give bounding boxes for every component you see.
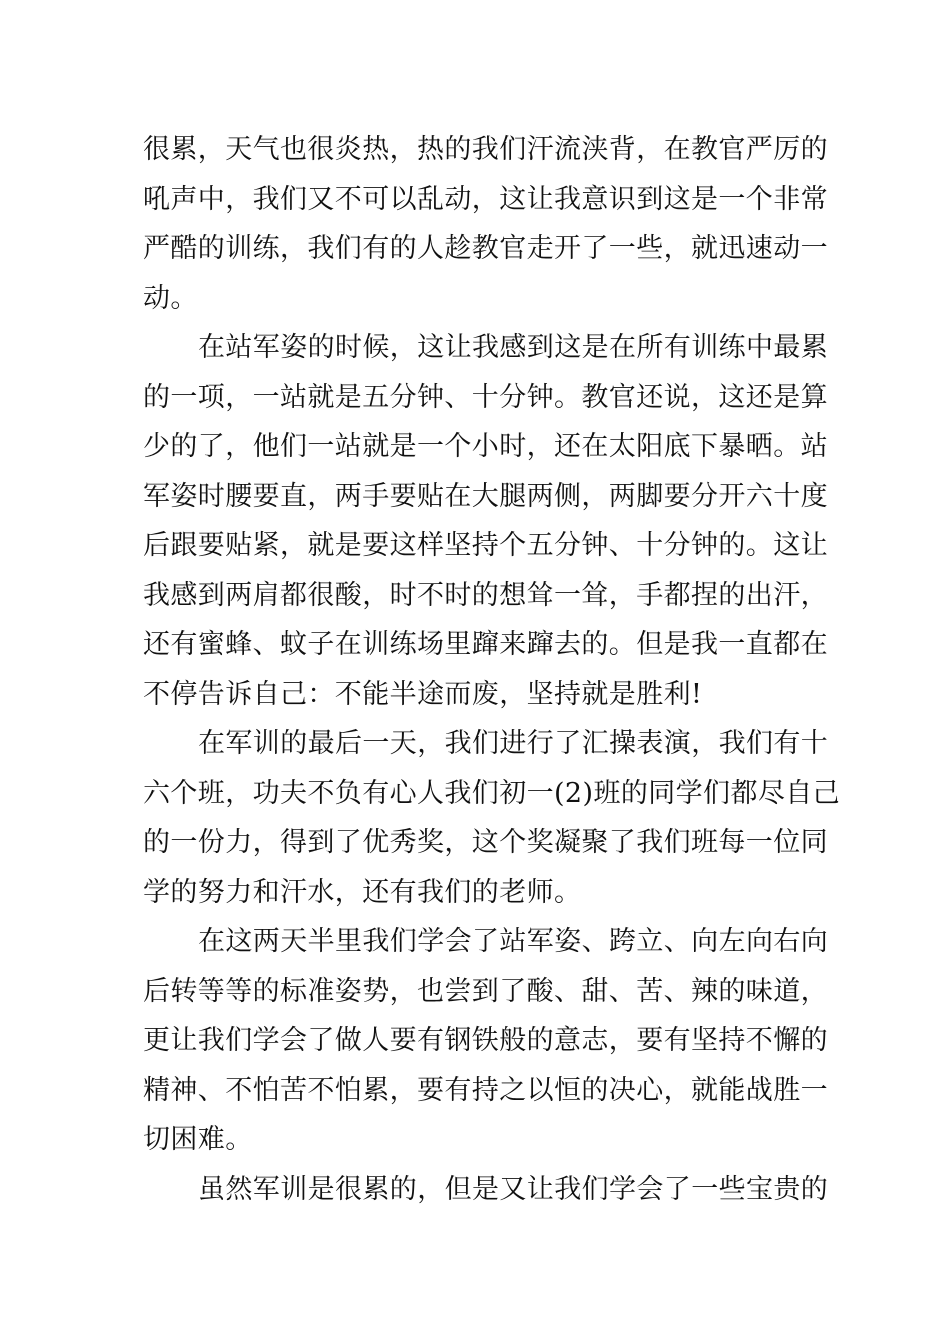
text-line: 很累，天气也很炎热，热的我们汗流浃背，在教官严厉的 [143, 134, 828, 165]
text-line: 更让我们学会了做人要有钢铁般的意志，要有坚持不懈的 [143, 1025, 828, 1056]
text-line: 军姿时腰要直，两手要贴在大腿两侧，两脚要分开六十度 [143, 480, 828, 512]
text-line: 不停告诉自己：不能半途而废，坚持就是胜利! [143, 678, 703, 710]
paragraph-first-line: 在这两天半里我们学会了站军姿、跨立、向左向右向 [198, 926, 829, 957]
body-text [143, 125, 841, 1214]
text-line: 严酷的训练，我们有的人趁教官走开了一些，就迅速动一 [143, 233, 828, 264]
text-line: 动。 [143, 282, 198, 314]
text-line: 的一份力，得到了优秀奖，这个奖凝聚了我们班每一位同 [143, 827, 828, 858]
text-line: 六个班，功夫不负有心人我们初一(2)班的同学们都尽自己 [143, 777, 841, 809]
text-line: 的一项，一站就是五分钟、十分钟。教官还说，这还是算 [143, 381, 828, 413]
text-line: 吼声中，我们又不可以乱动，这让我意识到这是一个非常 [143, 183, 828, 215]
text-line: 少的了，他们一站就是一个小时，还在太阳底下暴晒。站 [143, 431, 828, 462]
text-line: 学的努力和汗水，还有我们的老师。 [143, 876, 582, 908]
paragraph-first-line: 在站军姿的时候，这让我感到这是在所有训练中最累 [198, 332, 829, 363]
paragraph-first-line: 虽然军训是很累的，但是又让我们学会了一些宝贵的 [198, 1173, 829, 1205]
paragraph-first-line: 在军训的最后一天，我们进行了汇操表演，我们有十 [198, 728, 829, 759]
text-line: 还有蜜蜂、蚊子在训练场里蹿来蹿去的。但是我一直都在 [143, 629, 828, 660]
text-line: 切困难。 [143, 1124, 253, 1155]
text-line: 后跟要贴紧，就是要这样坚持个五分钟、十分钟的。这让 [143, 530, 828, 561]
text-line: 精神、不怕苦不怕累，要有持之以恒的决心，就能战胜一 [143, 1074, 828, 1106]
text-line: 后转等等的标准姿势，也尝到了酸、甜、苦、辣的味道， [143, 975, 828, 1007]
text-line: 我感到两肩都很酸，时不时的想耸一耸，手都捏的出汗， [143, 579, 828, 611]
